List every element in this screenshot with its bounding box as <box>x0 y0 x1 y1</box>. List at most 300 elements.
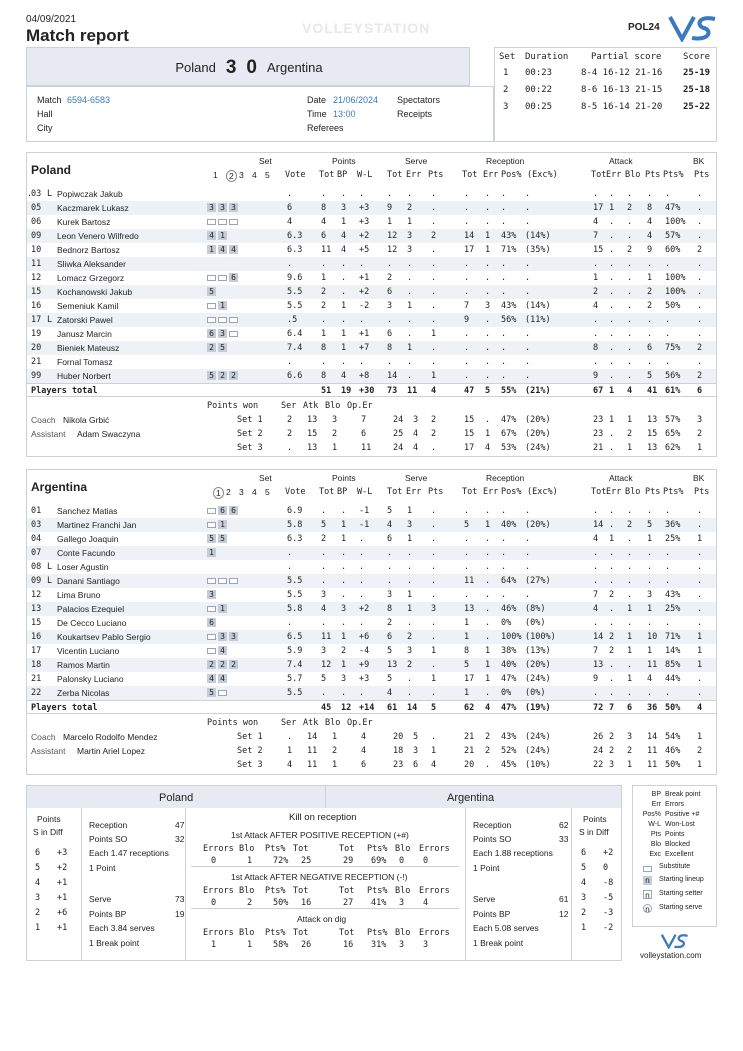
stat-cell: . <box>341 273 347 283</box>
set-summary-cell: 2 <box>287 415 293 425</box>
stat-cell: . <box>431 357 437 367</box>
set-summary-cell: Set 1 <box>237 732 263 742</box>
stat-cell: 13 <box>464 604 475 614</box>
set-participation <box>207 618 218 628</box>
stat-cell: . <box>341 189 347 199</box>
receipts-label: Receipts <box>397 109 433 119</box>
sub-header-err: Err <box>606 487 622 497</box>
stat-cell: . <box>647 688 653 698</box>
stat-cell: 1 <box>341 301 347 311</box>
stat-cell: . <box>665 576 671 586</box>
total-cell: 45 <box>321 703 332 713</box>
set-summary-cell: 54% <box>665 732 681 742</box>
stat-cell: 7.4 <box>287 343 303 353</box>
stat-cell: . <box>593 688 599 698</box>
points-diff: -8 <box>603 878 614 888</box>
stat-cell: 2 <box>341 646 347 656</box>
stat-cell: . <box>485 189 491 199</box>
stat-cell: . <box>341 259 347 269</box>
substitute-icon <box>218 690 227 696</box>
starting-lineup-icon: 5 <box>207 534 216 543</box>
sets-table <box>494 47 717 142</box>
player-row <box>27 616 716 630</box>
col-header: Errors <box>203 844 234 854</box>
col-header: Errors <box>419 844 450 854</box>
stat-cell: . <box>593 315 599 325</box>
col-header: Blo <box>395 844 411 854</box>
legend-desc: Positive +# <box>665 811 700 818</box>
stat-cell: 5.8 <box>287 520 303 530</box>
set-summary-cell: 1 <box>697 443 703 453</box>
attack-section-title: 1st Attack AFTER NEGATIVE RECEPTION (-!) <box>231 872 408 882</box>
sub-header-pos: Pos% <box>501 170 522 180</box>
stat-cell: . <box>525 203 531 213</box>
set-summary-cell: 11 <box>307 760 318 770</box>
stat-cell: . <box>647 329 653 339</box>
stat-cell: +5 <box>359 245 370 255</box>
col-header: Tot <box>293 844 309 854</box>
stat-cell: +9 <box>359 660 370 670</box>
stat-cell: 6.9 <box>287 506 303 516</box>
stat-cell: . <box>697 217 703 227</box>
stat-value: 1 <box>247 940 253 950</box>
starting-lineup-icon: 6 <box>229 273 238 282</box>
col-header: Tot <box>339 844 355 854</box>
set-current: 1 <box>213 487 224 499</box>
stat-cell: 5.5 <box>287 301 303 311</box>
stat-cell: . <box>464 273 470 283</box>
summary-label: Serve <box>89 894 112 904</box>
stat-cell: . <box>665 688 671 698</box>
stat-cell: 4 <box>647 231 653 241</box>
assistant-label: Assistant <box>31 429 66 439</box>
stat-cell: . <box>359 189 365 199</box>
stat-cell: . <box>627 534 633 544</box>
stat-cell: 1 <box>321 273 327 283</box>
set-participation <box>207 604 229 614</box>
points-s: 2 <box>581 908 587 918</box>
starting-lineup-icon: 6 <box>218 506 227 515</box>
stat-cell: . <box>697 287 703 297</box>
set-summary-cell: 6 <box>413 760 419 770</box>
set-summary-cell: (10%) <box>525 760 551 770</box>
set-participation <box>207 534 229 544</box>
starting-lineup-icon: 2 <box>229 371 238 380</box>
hall-label: Hall <box>37 109 53 119</box>
stat-cell: 6 <box>321 231 327 241</box>
player-row <box>27 546 716 560</box>
stat-cell: . <box>407 674 413 684</box>
stat-cell: . <box>341 506 347 516</box>
legend-desc: Points <box>665 831 685 838</box>
player-row <box>27 285 716 299</box>
stat-cell: 11 <box>321 245 332 255</box>
starting-lineup-icon: 6 <box>229 506 238 515</box>
set-participation <box>207 688 229 698</box>
summary-label: 1 Break point <box>473 938 524 948</box>
stat-cell: 4 <box>287 217 293 227</box>
stat-cell: . <box>697 562 703 572</box>
set-cell: 1 <box>503 68 509 78</box>
stat-cell: . <box>387 189 393 199</box>
starting-lineup-icon: 1 <box>218 520 227 529</box>
player-name: Gallego Joaquin <box>57 534 119 544</box>
referees-label: Referees <box>307 123 344 133</box>
stat-cell: . <box>647 618 653 628</box>
col-header: Errors <box>203 928 234 938</box>
stat-cell: . <box>697 548 703 558</box>
total-cell: 7 <box>609 703 615 713</box>
reception-header: Reception <box>486 156 525 166</box>
stat-cell: 12 <box>387 245 398 255</box>
stat-cell: 75% <box>665 343 681 353</box>
set-summary-cell: 21 <box>464 746 475 756</box>
starting-lineup-icon: 2 <box>218 660 227 669</box>
stat-cell: . <box>501 189 507 199</box>
stat-cell: 1 <box>431 371 437 381</box>
player-number: 12 <box>31 273 42 283</box>
total-cell: 4 <box>627 386 633 396</box>
substitute-icon <box>229 578 238 584</box>
summary-value: 19 <box>175 909 185 919</box>
player-name: Kaczmarek Lukasz <box>57 203 129 213</box>
stat-cell: +2 <box>359 231 370 241</box>
bottom-away-name: Argentina <box>447 792 495 804</box>
coach-name: Marcelo Rodolfo Mendez <box>63 732 158 742</box>
stat-cell: . <box>525 548 531 558</box>
total-cell: +14 <box>359 703 375 713</box>
stat-cell: . <box>321 189 327 199</box>
stat-cell: . <box>647 548 653 558</box>
stat-cell: 7 <box>464 301 470 311</box>
stat-cell: 4 <box>593 217 599 227</box>
points-diff: -3 <box>603 908 614 918</box>
set-summary-cell: 26 <box>593 732 604 742</box>
stat-cell: . <box>609 343 615 353</box>
player-name: Sanchez Matias <box>57 506 118 516</box>
total-cell: 1 <box>609 386 615 396</box>
stat-cell: . <box>321 548 327 558</box>
stat-cell: . <box>431 245 437 255</box>
match-date: 21/06/2024 <box>333 95 379 105</box>
col-header: Pts% <box>367 886 388 896</box>
set-summary-cell: 43% <box>501 732 517 742</box>
stat-cell: 8 <box>647 203 653 213</box>
away-sets: 0 <box>246 56 257 78</box>
stat-cell: . <box>665 189 671 199</box>
stat-cell: . <box>341 618 347 628</box>
stat-cell: . <box>627 660 633 670</box>
set-summary-cell: 3 <box>609 760 615 770</box>
stat-cell: 4 <box>387 688 393 698</box>
summary-value: 33 <box>559 834 569 844</box>
stat-cell: 8 <box>321 343 327 353</box>
player-number: 07 <box>31 548 42 558</box>
stat-cell: 14 <box>593 632 604 642</box>
stat-cell: 2 <box>407 660 413 670</box>
set-summary-cell: 1 <box>431 746 437 756</box>
stat-cell: . <box>501 273 507 283</box>
stat-cell: . <box>697 329 703 339</box>
stat-cell: 38% <box>501 646 517 656</box>
stat-cell: 14 <box>464 231 475 241</box>
starting-lineup-icon: 6 <box>207 329 216 338</box>
stat-cell: . <box>431 315 437 325</box>
spectators-label: Spectators <box>397 95 441 105</box>
total-cell: +30 <box>359 386 375 396</box>
starting-lineup-icon: 5 <box>218 534 227 543</box>
player-number: 18 <box>31 660 42 670</box>
player-name: Bieniek Mateusz <box>57 343 120 353</box>
stat-cell: . <box>593 189 599 199</box>
starting-lineup-icon: 2 <box>207 343 216 352</box>
stat-cell: . <box>501 287 507 297</box>
set-summary-cell: 2 <box>609 732 615 742</box>
starting-lineup-icon: 3 <box>207 203 216 212</box>
stat-cell: . <box>627 357 633 367</box>
divider <box>571 808 572 960</box>
stat-cell: 6.4 <box>287 329 303 339</box>
stat-cell: . <box>609 371 615 381</box>
summary-label: Points SO <box>89 834 128 844</box>
legend-substitute: Substitute <box>659 863 691 870</box>
stat-cell: 64% <box>501 576 517 586</box>
stat-cell: 1 <box>431 646 437 656</box>
report-date: 04/09/2021 <box>26 14 77 25</box>
player-row <box>27 602 716 616</box>
stat-cell: . <box>627 548 633 558</box>
set-summary-cell: 22 <box>593 760 604 770</box>
stat-cell: . <box>525 534 531 544</box>
stat-cell: . <box>287 618 293 628</box>
stat-cell: 5 <box>321 674 327 684</box>
stat-cell: 43% <box>501 231 517 241</box>
stat-cell: 2 <box>609 646 615 656</box>
assistant-name: Adam Swaczyna <box>77 429 141 439</box>
player-row <box>27 588 716 602</box>
stat-cell: . <box>627 189 633 199</box>
set-summary-cell: 3 <box>627 732 633 742</box>
stat-cell: 43% <box>501 301 517 311</box>
divider <box>185 808 186 960</box>
stat-cell: . <box>647 189 653 199</box>
stat-cell: . <box>359 688 365 698</box>
player-name: Koukartsev Pablo Sergio <box>57 632 151 642</box>
stat-cell: . <box>431 287 437 297</box>
stat-value: 29 <box>343 856 354 866</box>
divider <box>465 808 466 960</box>
set-summary-cell: 2 <box>697 746 703 756</box>
stat-cell: . <box>464 562 470 572</box>
player-row <box>27 369 716 383</box>
summary-value: 47 <box>175 820 185 830</box>
player-name: Conte Facundo <box>57 548 116 558</box>
set-summary-cell: 24 <box>593 746 604 756</box>
stat-cell: . <box>501 562 507 572</box>
stat-cell: 3 <box>341 203 347 213</box>
stat-cell: . <box>609 618 615 628</box>
stat-cell: +3 <box>359 674 370 684</box>
stat-cell: . <box>627 231 633 241</box>
stat-cell: . <box>464 287 470 297</box>
legend-lineup: Starting lineup <box>659 876 704 883</box>
stat-cell: 6.6 <box>287 371 303 381</box>
set-summary-cell: 4 <box>361 746 367 756</box>
team-name: Poland <box>31 163 72 177</box>
stat-cell: . <box>431 203 437 213</box>
stat-cell: (20%) <box>525 660 551 670</box>
points-diff: +1 <box>57 893 68 903</box>
stat-cell: 14 <box>593 520 604 530</box>
set-summary-cell: 11 <box>647 746 658 756</box>
stat-cell: . <box>464 371 470 381</box>
stat-cell: 7 <box>593 231 599 241</box>
stat-cell: 47% <box>665 203 681 213</box>
player-row <box>27 187 716 201</box>
stat-cell: 1 <box>341 520 347 530</box>
legend-abbr: Blo <box>650 841 661 848</box>
stat-cell: . <box>697 189 703 199</box>
date-label: Date <box>307 95 327 105</box>
sin-diff-label: S in Diff <box>33 827 63 837</box>
stat-cell: 1 <box>341 660 347 670</box>
set-summary-cell: 57% <box>665 415 681 425</box>
stat-cell: . <box>387 576 393 586</box>
set-summary-cell: Set 2 <box>237 429 263 439</box>
stat-cell: . <box>697 576 703 586</box>
starting-lineup-icon: 1 <box>218 231 227 240</box>
stat-cell: . <box>609 548 615 558</box>
stat-cell: . <box>341 548 347 558</box>
stat-cell: 6 <box>387 287 393 297</box>
stat-cell: . <box>321 357 327 367</box>
sub-header-wl: W-L <box>357 487 373 497</box>
stat-cell: . <box>431 273 437 283</box>
substitute-icon <box>229 219 238 225</box>
set-participation <box>207 371 240 381</box>
coach-label: Coach <box>31 732 56 742</box>
divider <box>81 808 82 960</box>
player-number: 13 <box>31 604 42 614</box>
col-header: Tot <box>339 928 355 938</box>
players-total-row <box>27 383 716 397</box>
stat-cell: . <box>407 357 413 367</box>
stat-cell: 56% <box>501 315 517 325</box>
stat-cell: . <box>627 590 633 600</box>
player-number: 03 <box>31 520 42 530</box>
sub-header-ptsp: Pts% <box>663 170 684 180</box>
stat-cell: 1 <box>407 590 413 600</box>
stat-cell: (8%) <box>525 604 546 614</box>
stat-cell: . <box>665 357 671 367</box>
stat-cell: 4 <box>647 674 653 684</box>
total-cell: 61% <box>665 386 681 396</box>
stat-cell: 47% <box>501 674 517 684</box>
stat-cell: . <box>485 688 491 698</box>
total-cell: 47 <box>464 386 475 396</box>
starting-setter-icon: n <box>643 890 652 899</box>
set-summary-cell: 15 <box>647 429 658 439</box>
volleystation-logo-icon <box>668 14 718 42</box>
stat-cell: . <box>359 618 365 628</box>
stat-value: 3 <box>399 898 405 908</box>
total-cell: 61 <box>387 703 398 713</box>
points-won-header: Op.Er <box>347 718 373 728</box>
points-won-header: Blo <box>325 718 341 728</box>
stat-cell: . <box>431 562 437 572</box>
site-url: volleystation.com <box>640 951 702 960</box>
stat-cell: . <box>485 315 491 325</box>
stat-cell: 1 <box>341 632 347 642</box>
player-number: 06 <box>31 217 42 227</box>
stat-cell: . <box>464 259 470 269</box>
stat-cell: 3 <box>341 674 347 684</box>
total-cell: 19 <box>341 386 352 396</box>
stat-cell: (0%) <box>525 618 546 628</box>
assistant-label: Assistant <box>31 746 66 756</box>
stat-cell: 10 <box>647 632 658 642</box>
stat-cell: 5.9 <box>287 646 303 656</box>
set-summary-cell: 62% <box>665 443 681 453</box>
stat-cell: 44% <box>665 674 681 684</box>
set-number: 4 <box>252 487 257 497</box>
summary-label: Each 1.47 receptions <box>89 848 169 858</box>
stat-cell: 1 <box>407 506 413 516</box>
stat-value: 16 <box>301 898 312 908</box>
stat-cell: 7.4 <box>287 660 303 670</box>
stat-cell: 4 <box>387 520 393 530</box>
stat-cell: . <box>485 203 491 213</box>
stat-value: 4 <box>423 898 429 908</box>
points-s: 1 <box>581 923 587 933</box>
set-participation <box>207 590 218 600</box>
set-participation <box>207 646 229 656</box>
set-summary-cell: . <box>609 443 615 453</box>
stat-cell: . <box>627 217 633 227</box>
stat-cell: . <box>464 534 470 544</box>
summary-label: 1 Break point <box>89 938 140 948</box>
stat-cell: . <box>407 576 413 586</box>
stat-cell: . <box>407 618 413 628</box>
stat-cell: 1 <box>697 646 703 656</box>
stat-cell: (11%) <box>525 315 551 325</box>
stat-cell: 2 <box>407 203 413 213</box>
set-summary-cell: 20 <box>393 732 404 742</box>
stat-cell: . <box>609 688 615 698</box>
set-summary-cell: 1 <box>627 443 633 453</box>
sub-header-exc: (Exc%) <box>527 170 558 180</box>
sub-header-tot: Tot <box>591 487 607 497</box>
player-name: Kochanowski Jakub <box>57 287 133 297</box>
stat-cell: . <box>321 259 327 269</box>
set-summary-cell: 13 <box>647 443 658 453</box>
starting-lineup-icon: 3 <box>207 590 216 599</box>
player-row <box>27 658 716 672</box>
set-summary-cell: 2 <box>332 429 338 439</box>
set-summary-cell: 53% <box>501 443 517 453</box>
set-summary-cell: 45% <box>501 760 517 770</box>
stat-cell: . <box>627 315 633 325</box>
stat-cell: . <box>287 357 293 367</box>
stat-cell: . <box>464 217 470 227</box>
points-header: Points <box>332 473 356 483</box>
set-summary-cell: 4 <box>287 760 293 770</box>
substitute-icon <box>207 648 216 654</box>
points-diff: 0 <box>603 863 609 873</box>
bottom-home-name: Poland <box>159 792 194 804</box>
sub-header-bp: BP <box>337 170 348 180</box>
brand-watermark: VOLLEYSTATION <box>302 20 431 36</box>
